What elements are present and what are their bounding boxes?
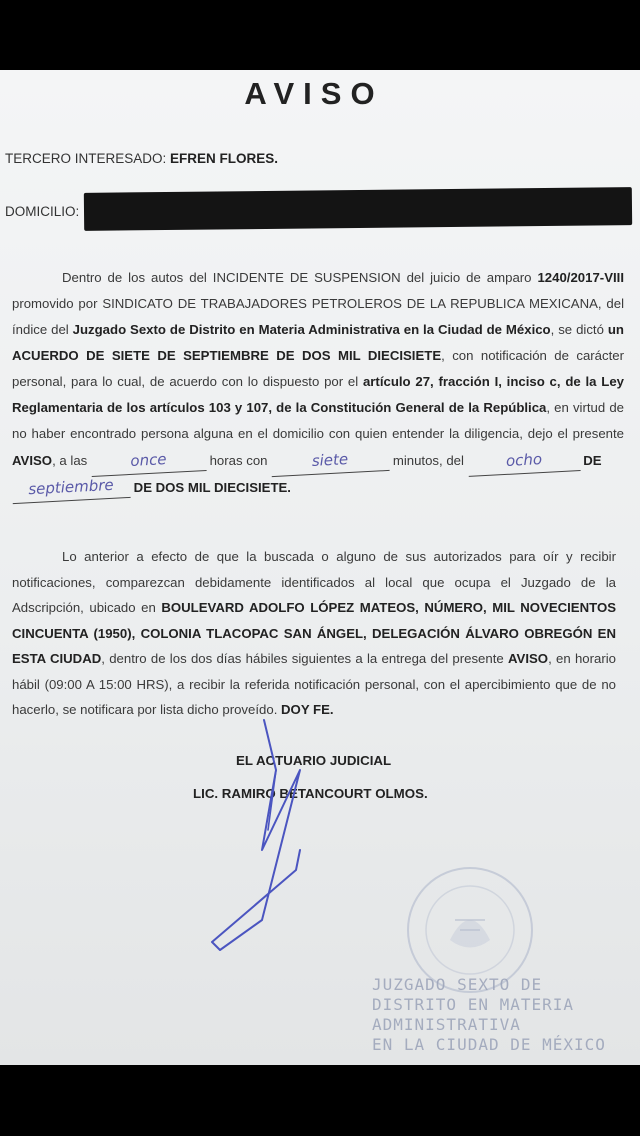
tercero-name: EFREN FLORES. [170,151,279,166]
p1-text: , se dictó [550,322,608,337]
p2-text: Lo anterior a efecto de que la buscada o alguno de sus autorizados para oír y recibir notificaciones, comparezcan debidamente identificados al local que ocupa el Juzgado de la Adscripción, ubicado en [12,549,616,615]
redaction-bar [84,187,632,231]
stamp-line: ADMINISTRATIVA [372,1015,521,1034]
p2-bold: BOULEVARD ADOLFO LÓPEZ MATEOS, NÚMERO, MIL NOVECIENTOS CINCUENTA (1950), COLONIA TLACOPAC SAN ÁNGEL, DELEGACIÓN ÁLVARO OBREGÓN EN ESTA CIUDAD [12,600,616,666]
stamp-line: JUZGADO SEXTO DE [372,975,543,994]
p1-bold: DE DOS MIL DIECISIETE. [130,480,291,495]
p2-bold: DOY FE. [281,702,334,717]
tercero-label: TERCERO INTERESADO: [5,151,167,166]
p1-bold: Juzgado Sexto de Distrito en Materia Administrativa en la Ciudad de México [72,322,551,337]
stamp-line: EN LA CIUDAD DE MÉXICO [372,1035,606,1054]
paragraph-instructions [12,544,616,723]
paragraph-notice [12,265,624,501]
handwritten-hour: once [90,444,206,477]
p1-text: , a las [52,453,88,468]
p1-text: , en virtud de no haber encontrado persona alguna en el domicilio con quien entender la diligencia, dejo el presente [12,400,624,441]
stamp-line: DISTRITO EN MATERIA [372,995,575,1014]
p1-bold: DE [579,453,602,468]
p1-bold: AVISO [12,453,53,468]
signer-title: EL ACTUARIO JUDICIAL [236,753,392,768]
p1-text: Dentro de los autos del INCIDENTE DE SUSPENSION del juicio de amparo [62,270,538,285]
p1-bold: un ACUERDO DE SIETE DE SEPTIEMBRE DE DOS MIL DIECISIETE [12,322,624,363]
p2-text: , en horario hábil (09:00 A 15:00 HRS), a recibir la referida notificación personal, con el apercibimiento que de no hacerlo, se notificara por lista dicho proveído. [12,651,616,717]
tercero-interesado-line [5,151,278,166]
p1-text: minutos, del [389,453,468,468]
handwritten-minutes: siete [271,444,390,477]
handwritten-month: septiembre [11,471,130,504]
p1-text: horas con [205,453,272,468]
p1-text: , con notificación de carácter personal, para lo cual, de acuerdo con lo dispuesto por el [12,348,624,389]
domicilio-label: DOMICILIO: [5,204,80,219]
document-page [0,70,640,1065]
p1-text: promovido por SINDICATO DE TRABAJADORES PETROLEROS DE LA REPUBLICA MEXICANA, del índice del [12,296,624,337]
p1-bold: 1240/2017-VIII [537,270,624,285]
handwritten-day: ocho [467,444,580,477]
signer-name: LIC. RAMIRO BETANCOURT OLMOS. [193,786,428,801]
court-stamp [372,975,606,1055]
p2-text: , dentro de los dos días hábiles siguientes a la entrega del presente [101,651,508,666]
p1-bold: artículo 27, fracción I, inciso c, de la Ley Reglamentaria de los artículos 103 y 107, de la Constitución General de la República [12,374,625,415]
document-title: AVISO [244,76,384,111]
p2-bold: AVISO [508,651,549,666]
